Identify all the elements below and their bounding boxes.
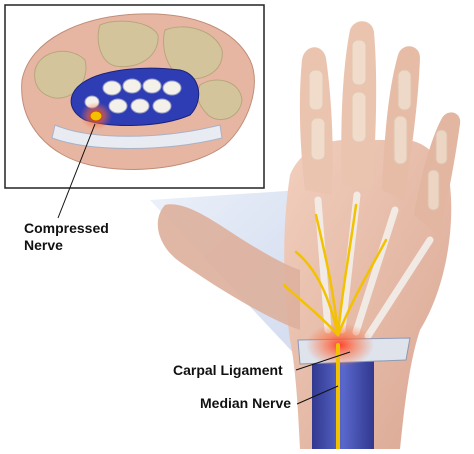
inset-tendon [103, 81, 121, 95]
index-phalanx-bone [311, 118, 325, 160]
cross-section-inset [5, 5, 264, 188]
carpal-ligament-label: Carpal Ligament [173, 362, 283, 378]
inset-tendon [109, 99, 127, 113]
little-phalanx-bone [428, 170, 439, 210]
compressed-nerve-label: Compressed Nerve [24, 220, 109, 253]
middle-phalanx-bone [352, 40, 366, 85]
middle-phalanx-bone [352, 92, 366, 142]
inset-tendon [153, 99, 171, 113]
inset-tendon [123, 79, 141, 93]
median-nerve-label: Median Nerve [200, 395, 292, 411]
inset-compressed-nerve [90, 111, 102, 121]
ring-phalanx-bone [394, 116, 407, 164]
inset-tendon [131, 99, 149, 113]
inset-tendon [143, 79, 161, 93]
ring-phalanx-bone [398, 70, 411, 110]
little-phalanx-bone [436, 130, 447, 164]
index-phalanx-bone [309, 70, 323, 110]
inset-tendon [163, 81, 181, 95]
